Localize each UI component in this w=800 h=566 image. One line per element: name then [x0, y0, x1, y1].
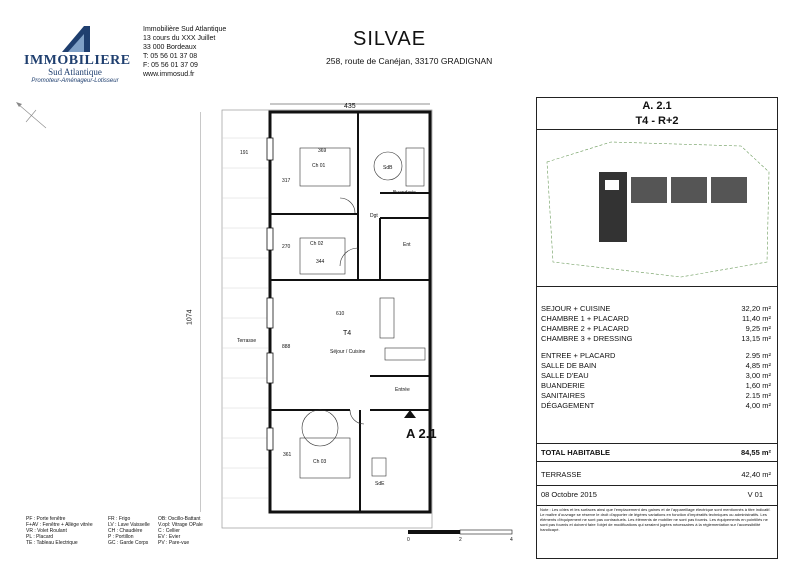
dim-610: 610	[336, 311, 345, 317]
room-sde: SdE	[375, 481, 385, 487]
area-row: ENTREE + PLACARD 2.95 m²	[541, 351, 771, 360]
scale-2: 2	[459, 537, 462, 543]
company-name: Immobilière Sud Atlantique	[143, 26, 227, 33]
logo-line2: Sud Atlantique	[48, 67, 102, 77]
unit-type: T4 - R+2	[635, 115, 679, 127]
area-row: CHAMBRE 1 + PLACARD 11,40 m²	[541, 314, 771, 323]
area-row: DÉGAGEMENT 4,00 m²	[541, 401, 771, 410]
area-row: SALLE D'EAU 3,00 m²	[541, 371, 771, 380]
room-sejour: Séjour / Cuisine	[330, 349, 366, 355]
area-row: SEJOUR + CUISINE 32,20 m²	[541, 304, 771, 313]
project-title: SILVAE	[353, 28, 427, 50]
company-city: 33 000 Bordeaux	[143, 44, 197, 51]
room-ent: Ent	[403, 242, 411, 248]
dim-888: 888	[282, 344, 291, 350]
room-dgt: Dgt	[370, 213, 378, 219]
site-plan	[541, 132, 773, 282]
room-terrasse: Terrasse	[237, 338, 257, 344]
scale-4: 4	[510, 537, 513, 543]
area-row: CHAMBRE 3 + DRESSING 13,15 m²	[541, 334, 771, 343]
scale-0: 0	[407, 537, 410, 543]
dim-369: 369	[318, 148, 327, 154]
logo-mark-icon	[24, 22, 126, 54]
disclaimer-note: Note : Les côtes et les surfaces ainsi que l'emplacement des gaines et de l'appareillage électrique sont mentionnés à titre indicatif. Le maître d'ouvrage se réserve le droit d'apporter de légères variations en fonction d'impératifs techniques ou administratifs. Les éléments d'équipement ne sont pas contractuels. Les éléments de mobilier ne sont pas fournis. Les équipements en pointillés ne sont pas fournis et doivent faire l'objet de modifications qui seraient jugées nécessaires à la réglementation sur l'accessibilité handicapé.	[540, 507, 771, 532]
area-row: SANITAIRES 2.15 m²	[541, 391, 771, 400]
date: 08 Octobre 2015	[541, 490, 597, 499]
dim-left: 1074	[186, 309, 194, 326]
company-phone: T: 05 56 01 37 08	[143, 53, 198, 60]
dim-344: 344	[316, 259, 325, 265]
room-entree: Entrée	[395, 387, 410, 393]
area-list-2	[541, 351, 771, 411]
info-panel	[536, 97, 778, 559]
room-ch2: Ch 02	[310, 241, 324, 247]
legend-col3: OB: Oscillo-Battant V.opl: Vitrage OPale C : Cellier EV : Evier PV : Pare-vue	[158, 516, 203, 546]
room-buanderie: Buanderie	[393, 190, 416, 196]
area-row: CHAMBRE 2 + PLACARD 9,25 m²	[541, 324, 771, 333]
dim-270: 270	[282, 244, 291, 250]
floor-plan	[200, 98, 530, 553]
area-list-1	[541, 304, 771, 344]
dim-top: 435	[344, 103, 356, 110]
legend-col2: FR : Frigo LV : Lave Vaisselle CH : Chaudière P : Portillon GC : Garde Corps	[108, 516, 150, 546]
legend-col1: PF : Porte fenêtre F+AV : Fenêtre + Allège vitrée VR : Volet Roulant PL : Placard TE : Tableau Electrique	[26, 516, 93, 546]
room-sdb: SdB	[383, 165, 393, 171]
room-ch3: Ch 03	[313, 459, 327, 465]
footer-row	[541, 490, 763, 500]
project-address: 258, route de Canéjan, 33170 GRADIGNAN	[326, 56, 493, 66]
dim-191: 191	[240, 150, 249, 156]
room-t4: T4	[343, 330, 352, 337]
total-row: TOTAL HABITABLE 84,55 m²	[541, 448, 771, 457]
room-ch1: Ch 01	[312, 163, 326, 169]
plan-unit-label: A 2.1	[406, 426, 437, 441]
dim-317: 317	[282, 178, 291, 184]
unit-id: A. 2.1	[642, 100, 672, 112]
logo-line3: Promoteur-Aménageur-Lotisseur	[31, 78, 119, 84]
company-street: 13 cours du XXX Juillet	[143, 35, 216, 42]
dim-361: 361	[283, 452, 292, 458]
company-info	[143, 25, 226, 79]
north-arrow-icon	[14, 100, 54, 134]
area-row: SALLE DE BAIN 4,85 m²	[541, 361, 771, 370]
company-fax: F: 05 56 01 37 09	[143, 62, 198, 69]
logo-line1: IMMOBILIERE	[24, 53, 131, 68]
company-website[interactable]: www.immosud.fr	[143, 71, 195, 78]
terrace-row: TERRASSE 42,40 m²	[541, 470, 771, 479]
area-row: BUANDERIE 1,60 m²	[541, 381, 771, 390]
version: V 01	[747, 490, 763, 499]
